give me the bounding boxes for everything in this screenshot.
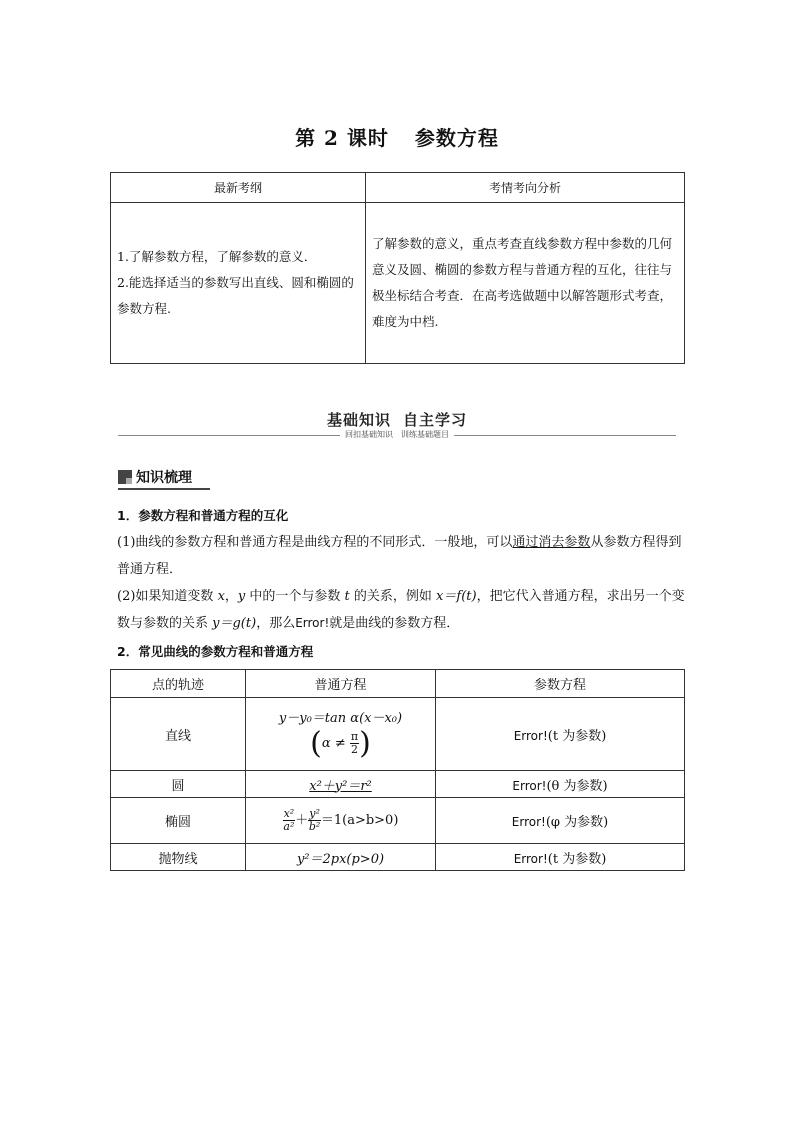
p2-text-f: 就是曲线的参数方程．	[329, 616, 460, 631]
line-condition: (α ≠ $\frac{\pi}{2}$ )	[310, 726, 371, 761]
frac-x2-a2	[283, 808, 296, 833]
p2-text-c: 的关系，例如	[349, 589, 437, 604]
frac-numerator: y²	[309, 807, 320, 820]
row-ellipse-name: 椭圆	[111, 798, 246, 844]
knowledge-heading-text: 知识梳理	[136, 470, 192, 486]
ellipse-condition: ＝1(a>b>0)	[320, 813, 399, 828]
frac-y2-b2	[308, 808, 321, 833]
section-title	[0, 409, 794, 430]
error-placeholder: Error!	[295, 616, 330, 630]
row-ellipse-param	[436, 798, 685, 844]
var-x: x	[217, 589, 225, 604]
page-title-lesson: 第 2 课时	[295, 126, 389, 150]
row-circle-name: 圆	[111, 771, 246, 798]
parabola-equation: y²＝2px(p>0)	[296, 851, 385, 867]
row-line-param	[436, 698, 685, 771]
frac-numerator: x²	[283, 807, 295, 820]
item2-heading: 2．常见曲线的参数方程和普通方程	[117, 644, 314, 659]
p1-text-a: (1)曲线的参数方程和普通方程是曲线方程的不同形式．一般地，可以	[117, 535, 513, 550]
col-header-locus: 点的轨迹	[111, 670, 246, 698]
table-row	[111, 698, 685, 771]
table-row	[111, 798, 685, 844]
cond-alpha: α	[321, 736, 331, 751]
exam-outline-cell	[111, 203, 366, 364]
item1-paragraph2	[117, 583, 687, 637]
section-subtitle-wrap	[0, 429, 794, 440]
section-title-part1: 基础知识	[326, 411, 391, 429]
param-note: (t 为参数)	[547, 728, 607, 744]
knowledge-heading	[118, 467, 192, 487]
frac-denominator: 2	[350, 743, 358, 756]
table-row	[111, 771, 685, 798]
param-note: (t 为参数)	[547, 851, 607, 867]
error-placeholder: Error!	[511, 815, 546, 829]
plus-sign: ＋	[295, 813, 309, 828]
exam-analysis-cell: 了解参数的意义，重点考查直线参数方程中参数的几何意义及圆、椭圆的参数方程与普通方程的互化，往往与极坐标结合考查．在高考选做题中以解答题形式考查，难度为中档.	[366, 203, 685, 364]
p2-text-b: 中的一个与参数	[245, 589, 345, 604]
error-placeholder: Error!	[513, 728, 548, 743]
knowledge-underline	[118, 488, 210, 490]
row-ellipse-equation	[246, 798, 436, 844]
square-bullet-icon	[118, 470, 132, 484]
page-title-topic: 参数方程	[414, 126, 499, 150]
p1-underline: 通过消去参数	[512, 535, 591, 550]
p2-text-e: ，那么	[256, 616, 296, 631]
p2-text-a: (2)如果知道变数	[117, 589, 218, 604]
row-circle-param	[436, 771, 685, 798]
row-parabola-equation	[246, 844, 436, 871]
circle-equation: x²＋y²＝r²	[309, 778, 372, 794]
error-placeholder: Error!	[513, 851, 548, 866]
pi-over-2	[350, 731, 359, 756]
curve-equation-table	[110, 669, 685, 871]
error-placeholder: Error!	[512, 778, 547, 793]
row-line-name: 直线	[111, 698, 246, 771]
row-circle-equation	[246, 771, 436, 798]
section-title-part2: 自主学习	[403, 411, 468, 429]
formula-y-gt: y＝g(t)	[212, 616, 257, 631]
row-parabola-name: 抛物线	[111, 844, 246, 871]
exam-outline-item-2: 2.能选择适当的参数写出直线、圆和椭圆的参数方程.	[117, 275, 354, 316]
var-y: y	[237, 589, 246, 604]
cond-neq: ≠	[334, 736, 346, 751]
page-title	[0, 122, 794, 151]
exam-outline-item-1: 1.了解参数方程，了解参数的意义．	[117, 249, 317, 264]
row-line-equation	[246, 698, 436, 771]
exam-outline-header: 最新考纲	[111, 173, 366, 203]
line-equation: y－y₀＝tan α(x－x₀)	[278, 711, 403, 726]
frac-numerator: π	[350, 730, 359, 743]
frac-denominator: a²	[283, 820, 295, 833]
var-t: t	[344, 589, 350, 604]
exam-analysis-header: 考情考向分析	[366, 173, 685, 203]
col-header-ordinary: 普通方程	[246, 670, 436, 698]
col-header-parametric: 参数方程	[436, 670, 685, 698]
p2-comma: ，	[224, 589, 238, 604]
param-note: (φ 为参数)	[545, 815, 609, 830]
exam-outline-table	[110, 172, 685, 364]
param-note: (θ 为参数)	[546, 778, 608, 794]
item1-heading: 1．参数方程和普通方程的互化	[117, 508, 289, 523]
table-row	[111, 844, 685, 871]
item1-paragraph1	[117, 529, 687, 583]
p1-text-b: 从参数方程得到普通方程．	[117, 535, 682, 577]
p2-text-d: ，把它代入普通方程，求出另一个变数与参数的关系	[117, 589, 685, 631]
formula-x-ft: x＝f(t)	[436, 589, 477, 604]
frac-denominator: b²	[308, 820, 321, 833]
section-subtitle: 回扣基础知识 训练基础题目	[340, 430, 454, 439]
row-parabola-param	[436, 844, 685, 871]
